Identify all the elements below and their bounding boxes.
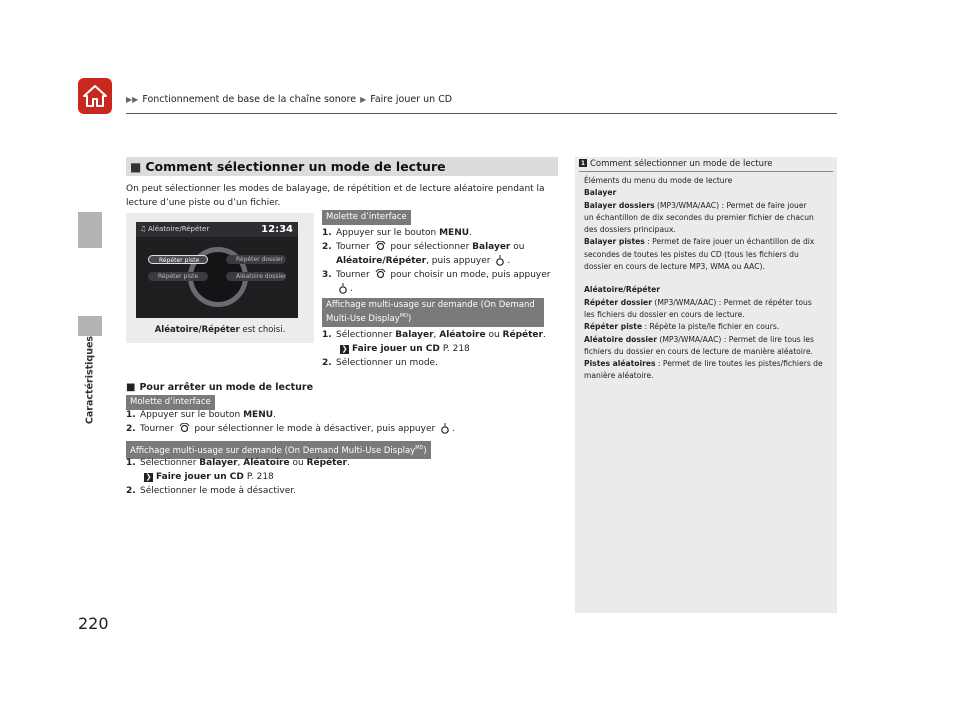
chapter-marker	[78, 212, 102, 248]
screen-option: Répéter piste	[148, 255, 208, 264]
option-label: Répéter	[502, 330, 543, 340]
step-number: 2.	[126, 486, 136, 496]
tag-text: Affichage multi-usage sur demande (On Demand	[326, 300, 535, 310]
step-number: 3.	[322, 270, 332, 280]
reference-arrow-icon: ❯	[341, 345, 348, 353]
step	[322, 356, 558, 370]
section-title: Comment sélectionner un mode de lecture	[145, 159, 446, 174]
step-text: ,	[237, 458, 244, 468]
image-caption	[126, 325, 314, 335]
reference-arrow-icon: ❯	[145, 473, 152, 481]
option-label: Aléatoire/Répéter	[336, 256, 427, 266]
step-text: .	[346, 458, 350, 468]
home-button[interactable]	[78, 78, 112, 114]
step-text: .	[350, 284, 353, 294]
breadcrumb-arrow-icon: ▶	[360, 95, 367, 104]
reference-page: P. 218	[246, 472, 274, 482]
intro-paragraph: On peut sélectionner les modes de balayage, de répétition et de lecture aléatoire pendant la lecture d’une piste ou d’un fichier.	[126, 184, 545, 208]
step	[322, 226, 558, 240]
breadcrumb-item[interactable]: Fonctionnement de base de la chaîne sonore	[142, 94, 357, 105]
step-text: ou	[289, 458, 307, 468]
reference-label: Faire jouer un CD	[156, 472, 244, 482]
caption-rest: est choisi.	[239, 325, 286, 335]
step-text: Sélectionner	[336, 330, 396, 340]
step-text: .	[273, 410, 276, 420]
notes-body	[584, 175, 832, 383]
step	[126, 408, 566, 422]
note-line: un échantillon de dix secondes du premier fichier de chacun	[584, 212, 814, 222]
screen-title: Aléatoire/Répéter	[148, 225, 210, 233]
header-divider	[126, 113, 837, 114]
music-note-icon: ♫	[140, 225, 147, 233]
tag-text: )	[423, 445, 427, 456]
note-number-icon: 1	[580, 159, 586, 167]
note-line: : Répète la piste/le fichier en cours.	[642, 322, 780, 332]
option-label: Balayer	[395, 330, 434, 340]
option-label: Aléatoire	[243, 458, 290, 468]
on-demand-display-tag	[322, 298, 544, 327]
option-label: Répéter	[306, 458, 347, 468]
step-text: Tourner	[336, 270, 373, 280]
menu-label: MENU	[243, 410, 274, 420]
press-knob-icon	[440, 423, 450, 434]
tag-superscript: MD	[399, 313, 408, 319]
reference-label: Faire jouer un CD	[352, 344, 440, 354]
page-number: 220	[78, 614, 109, 633]
note-term: Balayer pistes	[584, 237, 645, 247]
audio-screen-image	[136, 222, 298, 318]
interface-dial-tag: Molette d’interface	[322, 210, 411, 225]
interface-dial-tag: Molette d’interface	[126, 395, 215, 410]
menu-label: MENU	[439, 228, 470, 238]
step-text: pour choisir un mode, puis appuyer	[387, 270, 551, 280]
cross-reference-link[interactable]	[144, 470, 566, 484]
step-text: Sélectionner le mode à désactiver.	[140, 486, 296, 496]
step	[126, 422, 566, 436]
screen-option: Répéter piste	[148, 272, 208, 281]
tag-superscript: MD	[415, 445, 424, 451]
step-number: 2.	[322, 358, 332, 368]
step-number: 1.	[126, 410, 136, 420]
rotate-knob-icon	[375, 241, 386, 252]
section-header	[126, 157, 558, 176]
step-number: 1.	[322, 330, 332, 340]
square-bullet-icon: ■	[130, 159, 142, 174]
note-term: Pistes aléatoires	[584, 359, 656, 369]
step-text: Tourner	[140, 424, 177, 434]
step-text: .	[452, 424, 455, 434]
select-steps	[322, 226, 558, 296]
note-line: dossier en cours de lecture MP3, WMA ou AAC).	[584, 262, 765, 272]
step-text: pour sélectionner	[387, 242, 473, 252]
step-text: .	[542, 330, 546, 340]
note-heading: Balayer	[584, 188, 617, 198]
notes-divider	[579, 171, 833, 172]
rotate-knob-icon	[375, 269, 386, 280]
cross-reference-link[interactable]	[340, 342, 558, 356]
note-line: (MP3/WMA/AAC) : Permet de faire jouer	[654, 200, 807, 210]
step	[126, 456, 566, 470]
step	[322, 328, 558, 342]
note-line: les fichiers du dossier en cours de lecture.	[584, 309, 745, 319]
step-text: .	[507, 256, 511, 266]
press-knob-icon	[495, 255, 505, 266]
reference-page: P. 218	[442, 344, 470, 354]
note-line: (MP3/WMA/AAC) : Permet de répéter tous	[651, 297, 812, 307]
step-text: ou	[510, 242, 525, 252]
home-icon	[82, 84, 108, 108]
notes-panel	[575, 157, 837, 613]
caption-bold: Aléatoire/Répéter	[154, 325, 240, 335]
square-bullet-icon: ■	[126, 382, 136, 393]
note-term: Répéter piste	[584, 322, 643, 332]
step-number: 2.	[322, 242, 332, 252]
step-text: Sélectionner	[140, 458, 200, 468]
note-term: Répéter dossier	[584, 297, 652, 307]
step	[322, 240, 558, 268]
tag-text: Affichage multi-usage sur demande (On Demand Multi-Use Display	[130, 445, 416, 456]
note-line: secondes de toutes les pistes du CD (tous les fichiers du	[584, 249, 799, 259]
step-number: 2.	[126, 424, 136, 434]
note-line: : Permet de faire jouer un échantillon de dix	[644, 237, 815, 247]
press-knob-icon	[338, 283, 348, 294]
note-line: : Permet de lire toutes les pistes/fichiers de	[655, 359, 823, 369]
step-text: ,	[433, 330, 440, 340]
note-term: Balayer dossiers	[584, 200, 655, 210]
note-line: (MP3/WMA/AAC) : Permet de lire tous les	[656, 334, 814, 344]
screen-option: Aléatoire dossier	[226, 272, 286, 281]
step-text: .	[469, 228, 472, 238]
tag-text: Multi-Use Display	[326, 313, 400, 324]
note-line: Éléments du menu du mode de lecture	[584, 176, 733, 185]
step-text: Sélectionner un mode.	[336, 358, 438, 368]
breadcrumb-arrow-icon: ▶▶	[126, 95, 139, 104]
step-text: ou	[485, 330, 503, 340]
option-label: Balayer	[472, 242, 511, 252]
step	[322, 268, 558, 296]
notes-header	[579, 159, 773, 169]
chapter-label: Caractéristiques	[84, 335, 96, 425]
notes-title: Comment sélectionner un mode de lecture	[590, 159, 773, 169]
note-line: manière aléatoire.	[584, 371, 654, 381]
step	[126, 484, 566, 498]
breadcrumb	[126, 94, 452, 105]
screen-clock: 12:34	[261, 224, 293, 235]
stop-on-demand-steps	[126, 456, 566, 498]
stop-steps	[126, 408, 566, 436]
chapter-marker	[78, 316, 102, 336]
note-heading: Aléatoire/Répéter	[584, 285, 660, 295]
note-term: Aléatoire dossier	[584, 334, 657, 344]
step-number: 1.	[126, 458, 136, 468]
stop-mode-heading	[126, 382, 313, 393]
step-text: , puis appuyer	[426, 256, 494, 266]
subheading-text: Pour arrêter un mode de lecture	[139, 382, 314, 393]
breadcrumb-item[interactable]: Faire jouer un CD	[370, 94, 453, 105]
option-label: Balayer	[199, 458, 238, 468]
rotate-knob-icon	[179, 423, 190, 434]
note-line: des dossiers principaux.	[584, 225, 676, 235]
step-text: Appuyer sur le bouton	[140, 410, 244, 420]
step-number: 1.	[322, 228, 332, 238]
screen-option: Répéter dossier	[226, 255, 286, 264]
step-text: Tourner	[336, 242, 373, 252]
step-text: Appuyer sur le bouton	[336, 228, 440, 238]
option-label: Aléatoire	[439, 330, 486, 340]
step-text: pour sélectionner le mode à désactiver, puis appuyer	[191, 424, 439, 434]
on-demand-steps	[322, 328, 558, 370]
note-line: fichiers du dossier en cours de lecture de manière aléatoire.	[584, 346, 813, 356]
tag-text: )	[407, 313, 412, 324]
